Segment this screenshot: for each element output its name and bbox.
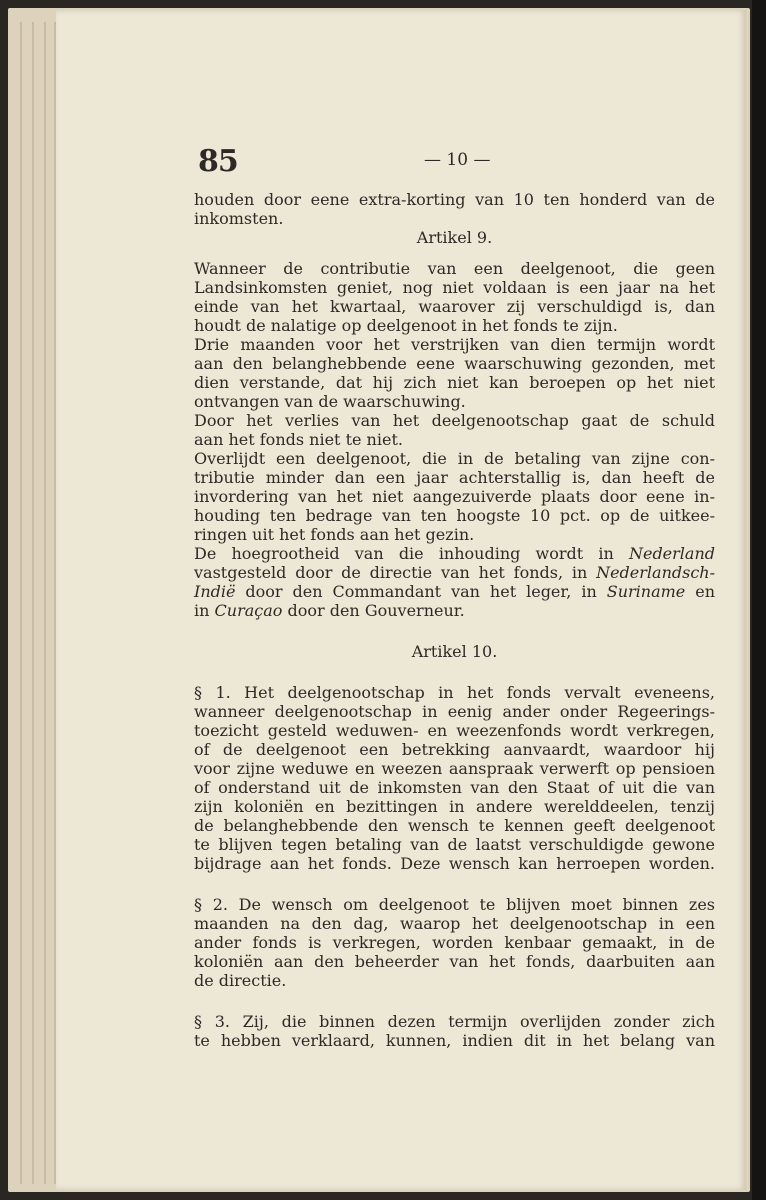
text-run: vastgesteld door de directie van het fonds, in [194, 563, 597, 582]
text-line: houdt de nalatige op deelgenoot in het fonds te zijn. [194, 316, 618, 335]
book-page [56, 10, 746, 1190]
text-line: te blijven tegen betaling van de laatst verschuldigde gewone [194, 835, 715, 854]
text-line: dien verstande, dat hij zich niet kan beroepen op het niet [194, 373, 715, 392]
text-line: koloniën aan den beheerder van het fonds, daarbuiten aan [194, 952, 715, 971]
text-line: de belanghebbende den wensch te kennen geeft deelgenoot [194, 816, 715, 835]
text-line: te hebben verklaard, kunnen, indien dit in het belang van [194, 1031, 715, 1050]
page-edge-line [32, 22, 34, 1184]
text-run: De hoegrootheid van die inhouding wordt in [194, 544, 629, 563]
text-line [194, 601, 715, 620]
place-name: Curaçao [214, 601, 283, 620]
text-line: ontvangen van de waarschuwing. [194, 392, 466, 411]
page-edge-line [44, 22, 46, 1184]
text-line: Landsinkomsten geniet, nog niet voldaan is een jaar na het [194, 278, 715, 297]
page-body [194, 190, 715, 1050]
text-line: voor zijne weduwe en weezen aanspraak verwerft op pensioen [194, 759, 715, 778]
text-line: Overlijdt een deelgenoot, die in de betaling van zijne con- [194, 449, 715, 468]
text-line: § 2. De wensch om deelgenoot te blijven moet binnen zes [194, 895, 715, 914]
text-line: de directie. [194, 971, 287, 990]
text-run: en [685, 582, 716, 601]
page-number: — 10 — [424, 150, 491, 170]
text-line: § 1. Het deelgenootschap in het fonds vervalt eveneens, [194, 683, 715, 702]
text-line: of de deelgenoot een betrekking aanvaardt, waardoor hij [194, 740, 715, 759]
text-line: § 3. Zij, die binnen dezen termijn overlijden zonder zich [194, 1012, 715, 1031]
text-line: invordering van het niet aangezuiverde plaats door eene in- [194, 487, 715, 506]
signature-mark: 85 [198, 144, 238, 179]
text-line: ringen uit het fonds aan het gezin. [194, 525, 475, 544]
text-line: einde van het kwartaal, waarover zij verschuldigd is, dan [194, 297, 715, 316]
text-line: houden door eene extra-korting van 10 ten honderd van de [194, 190, 715, 209]
scan-border [752, 0, 766, 1200]
text-run: in [194, 601, 215, 620]
text-line: of onderstand uit de inkomsten van den Staat of uit die van [194, 778, 715, 797]
text-run: door den Commandant van het leger, in [235, 582, 607, 601]
text-line: tributie minder dan een jaar achterstallig is, dan heeft de [194, 468, 715, 487]
page-header [56, 138, 746, 188]
text-line: maanden na den dag, waarop het deelgenootschap in een [194, 914, 715, 933]
article-heading: Artikel 9. [416, 228, 493, 247]
text-line: aan den belanghebbende eene waarschuwing gezonden, met [194, 354, 715, 373]
text-line: houding ten bedrage van ten hoogste 10 pct. op de uitkee- [194, 506, 715, 525]
text-line [194, 544, 715, 563]
text-line: Drie maanden voor het verstrijken van dien termijn wordt [194, 335, 715, 354]
text-run: door den Gouverneur. [282, 601, 465, 620]
place-name: Indië [194, 582, 236, 601]
place-name: Nederlandsch- [596, 563, 715, 582]
text-line: inkomsten. [194, 209, 284, 228]
text-line: ander fonds is verkregen, worden kenbaar gemaakt, in de [194, 933, 715, 952]
place-name: Nederland [628, 544, 715, 563]
text-line: toezicht gesteld weduwen- en weezenfonds wordt verkregen, [194, 721, 715, 740]
text-line [194, 563, 715, 582]
article-heading: Artikel 10. [411, 642, 498, 661]
text-line [194, 582, 715, 601]
text-line: wanneer deelgenootschap in eenig ander onder Regeerings- [194, 702, 715, 721]
text-line: bijdrage aan het fonds. Deze wensch kan herroepen worden. [194, 854, 715, 873]
text-line: Wanneer de contributie van een deelgenoot, die geen [194, 259, 715, 278]
page-edge-line [20, 22, 22, 1184]
text-line: aan het fonds niet te niet. [194, 430, 403, 449]
text-line: Door het verlies van het deelgenootschap gaat de schuld [194, 411, 715, 430]
text-line: zijn koloniën en bezittingen in andere werelddeelen, tenzij [194, 797, 715, 816]
place-name: Suriname [606, 582, 686, 601]
